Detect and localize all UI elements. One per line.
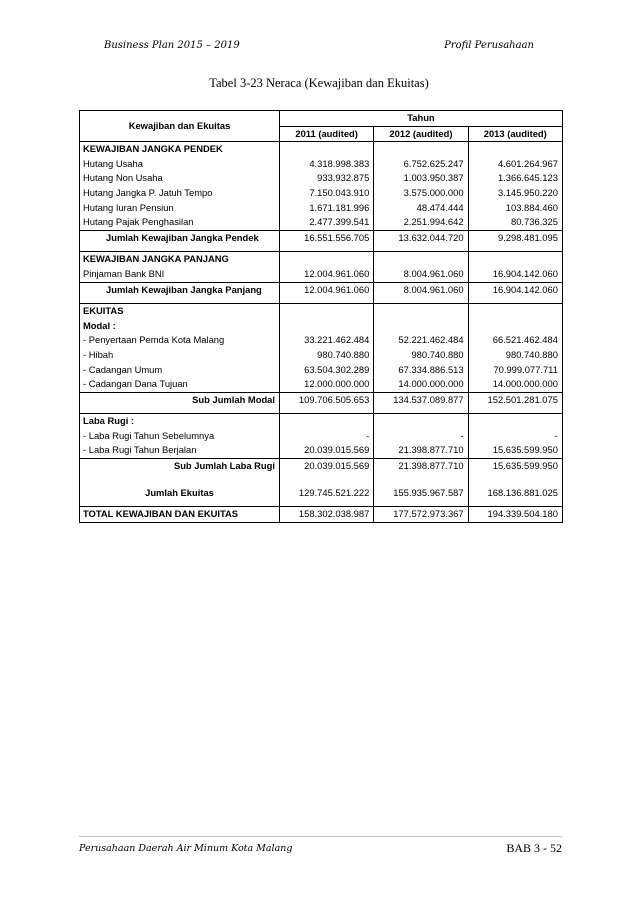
table-row	[80, 429, 563, 444]
row-label: Hutang Iuran Pensiun	[80, 201, 280, 216]
row-label: Hutang Pajak Penghasilan	[80, 215, 280, 230]
row-value: 2.251.994.642	[374, 215, 468, 230]
row-value	[374, 252, 468, 267]
row-label: TOTAL KEWAJIBAN DAN EKUITAS	[80, 507, 280, 523]
row-value: 9.298.481.095	[468, 230, 562, 245]
row-label: Hutang Non Usaha	[80, 171, 280, 186]
spacer-row	[80, 474, 563, 486]
row-value: 2.477.399.541	[280, 215, 374, 230]
row-label: - Cadangan Dana Tujuan	[80, 377, 280, 392]
table-row	[80, 157, 563, 172]
row-value: 66.521.462.484	[468, 333, 562, 348]
row-value: 980.740.880	[374, 348, 468, 363]
row-value: 63.504.302.289	[280, 363, 374, 378]
row-label: Laba Rugi :	[80, 414, 280, 429]
table-row	[80, 377, 563, 392]
row-label: - Cadangan Umum	[80, 363, 280, 378]
grand-total-row	[80, 507, 563, 523]
row-value: 7.150.043.910	[280, 186, 374, 201]
row-value: 980.740.880	[280, 348, 374, 363]
subsection-title-modal	[80, 319, 563, 334]
row-label: EKUITAS	[80, 304, 280, 319]
row-value	[280, 474, 374, 486]
row-value	[280, 304, 374, 319]
row-label: - Penyertaan Pemda Kota Malang	[80, 333, 280, 348]
row-label: Hutang Usaha	[80, 157, 280, 172]
row-value	[280, 414, 374, 429]
row-value: -	[280, 429, 374, 444]
row-label	[80, 474, 280, 486]
row-value: 52.221.462.484	[374, 333, 468, 348]
row-value	[280, 252, 374, 267]
total-row-longterm	[80, 282, 563, 297]
row-label: Sub Jumlah Modal	[80, 392, 280, 407]
header-label-cell: Kewajiban dan Ekuitas	[80, 111, 280, 142]
row-label: Jumlah Kewajiban Jangka Pendek	[80, 230, 280, 245]
row-value: 1.671.181.996	[280, 201, 374, 216]
row-value: 933.932.875	[280, 171, 374, 186]
header-year-2011: 2011 (audited)	[280, 126, 374, 142]
row-value: 4.601.264.967	[468, 157, 562, 172]
row-value	[468, 142, 562, 157]
row-label: Modal :	[80, 319, 280, 334]
row-value: 155.935.967.587	[374, 486, 468, 501]
header-group-cell: Tahun	[280, 111, 563, 127]
row-value: 20.039.015.569	[280, 443, 374, 458]
row-label: - Laba Rugi Tahun Sebelumnya	[80, 429, 280, 444]
row-label: Jumlah Kewajiban Jangka Panjang	[80, 282, 280, 297]
table-row	[80, 215, 563, 230]
row-value: 4.318.998.383	[280, 157, 374, 172]
row-value	[468, 414, 562, 429]
row-value: 20.039.015.569	[280, 459, 374, 474]
row-value: 21.398.877.710	[374, 459, 468, 474]
table-row	[80, 171, 563, 186]
row-value: 80.736.325	[468, 215, 562, 230]
row-value: 70.999.077.711	[468, 363, 562, 378]
row-value: 16.904.142.060	[468, 282, 562, 297]
row-value	[468, 319, 562, 334]
balance-sheet-table	[79, 110, 563, 523]
row-value: 158.302.038.987	[280, 507, 374, 523]
row-value: 109.706.505.653	[280, 392, 374, 407]
total-row-current	[80, 230, 563, 245]
total-row-equity	[80, 486, 563, 501]
header-year-2013: 2013 (audited)	[468, 126, 562, 142]
row-value: 177.572.973.367	[374, 507, 468, 523]
row-value: 14.000.000.000	[374, 377, 468, 392]
footer-rule	[79, 836, 562, 837]
row-value: 3.575.000.000	[374, 186, 468, 201]
table-row	[80, 267, 563, 282]
row-value	[374, 142, 468, 157]
table-row	[80, 186, 563, 201]
row-label: KEWAJIBAN JANGKA PANJANG	[80, 252, 280, 267]
table-caption: Tabel 3-23 Neraca (Kewajiban dan Ekuitas)	[209, 76, 429, 90]
row-value: 168.136.881.025	[468, 486, 562, 501]
row-value: 8.004.961.060	[374, 267, 468, 282]
row-label: - Laba Rugi Tahun Berjalan	[80, 443, 280, 458]
row-value: 1.003.950.387	[374, 171, 468, 186]
row-value	[374, 414, 468, 429]
row-value: -	[374, 429, 468, 444]
row-value: 16.551.556.705	[280, 230, 374, 245]
row-value: -	[468, 429, 562, 444]
row-value: 8.004.961.060	[374, 282, 468, 297]
running-header-section: Profil Perusahaan	[444, 40, 534, 51]
section-title-equity	[80, 304, 563, 319]
subtotal-row-laba-rugi	[80, 459, 563, 474]
row-value: 3.145.950.220	[468, 186, 562, 201]
row-label: Pinjaman Bank BNI	[80, 267, 280, 282]
row-label: KEWAJIBAN JANGKA PENDEK	[80, 142, 280, 157]
row-value: 12.004.961.060	[280, 282, 374, 297]
row-value: 12.004.961.060	[280, 267, 374, 282]
row-value: 16.904.142.060	[468, 267, 562, 282]
row-value: 103.884.460	[468, 201, 562, 216]
row-value: 6.752.625.247	[374, 157, 468, 172]
row-value: 15.635.599.950	[468, 459, 562, 474]
subsection-title-laba-rugi	[80, 414, 563, 429]
row-label: Jumlah Ekuitas	[80, 486, 280, 501]
header-year-2012: 2012 (audited)	[374, 126, 468, 142]
row-value: 21.398.877.710	[374, 443, 468, 458]
row-value: 14.000.000.000	[468, 377, 562, 392]
table-row	[80, 443, 563, 458]
row-value	[468, 474, 562, 486]
row-value: 33.221.462.484	[280, 333, 374, 348]
row-value: 194.339.504.180	[468, 507, 562, 523]
row-value	[374, 474, 468, 486]
table-row	[80, 348, 563, 363]
row-value	[280, 142, 374, 157]
table-row	[80, 363, 563, 378]
row-value: 48.474.444	[374, 201, 468, 216]
footer-page-number: BAB 3 - 52	[506, 841, 562, 855]
row-value	[374, 319, 468, 334]
table-header-row	[80, 111, 563, 127]
row-value	[468, 252, 562, 267]
row-value	[374, 304, 468, 319]
subtotal-row-modal	[80, 392, 563, 407]
table-row	[80, 333, 563, 348]
row-value: 67.334.886.513	[374, 363, 468, 378]
row-value	[280, 319, 374, 334]
table-body	[80, 142, 563, 523]
row-value	[468, 304, 562, 319]
row-label: - Hibah	[80, 348, 280, 363]
row-value: 980.740.880	[468, 348, 562, 363]
table-row	[80, 201, 563, 216]
row-value: 134.537.089.877	[374, 392, 468, 407]
row-value: 1.366.645.123	[468, 171, 562, 186]
row-label: Sub Jumlah Laba Rugi	[80, 459, 280, 474]
footer-company: Perusahaan Daerah Air Minum Kota Malang	[79, 843, 293, 854]
row-value: 13.632.044.720	[374, 230, 468, 245]
row-label: Hutang Jangka P. Jatuh Tempo	[80, 186, 280, 201]
running-header-title: Business Plan 2015 – 2019	[104, 40, 240, 51]
row-value: 15.635.599.950	[468, 443, 562, 458]
section-title-longterm	[80, 252, 563, 267]
row-value: 152.501.281.075	[468, 392, 562, 407]
section-title-current	[80, 142, 563, 157]
row-value: 129.745.521.222	[280, 486, 374, 501]
row-value: 12.000.000.000	[280, 377, 374, 392]
